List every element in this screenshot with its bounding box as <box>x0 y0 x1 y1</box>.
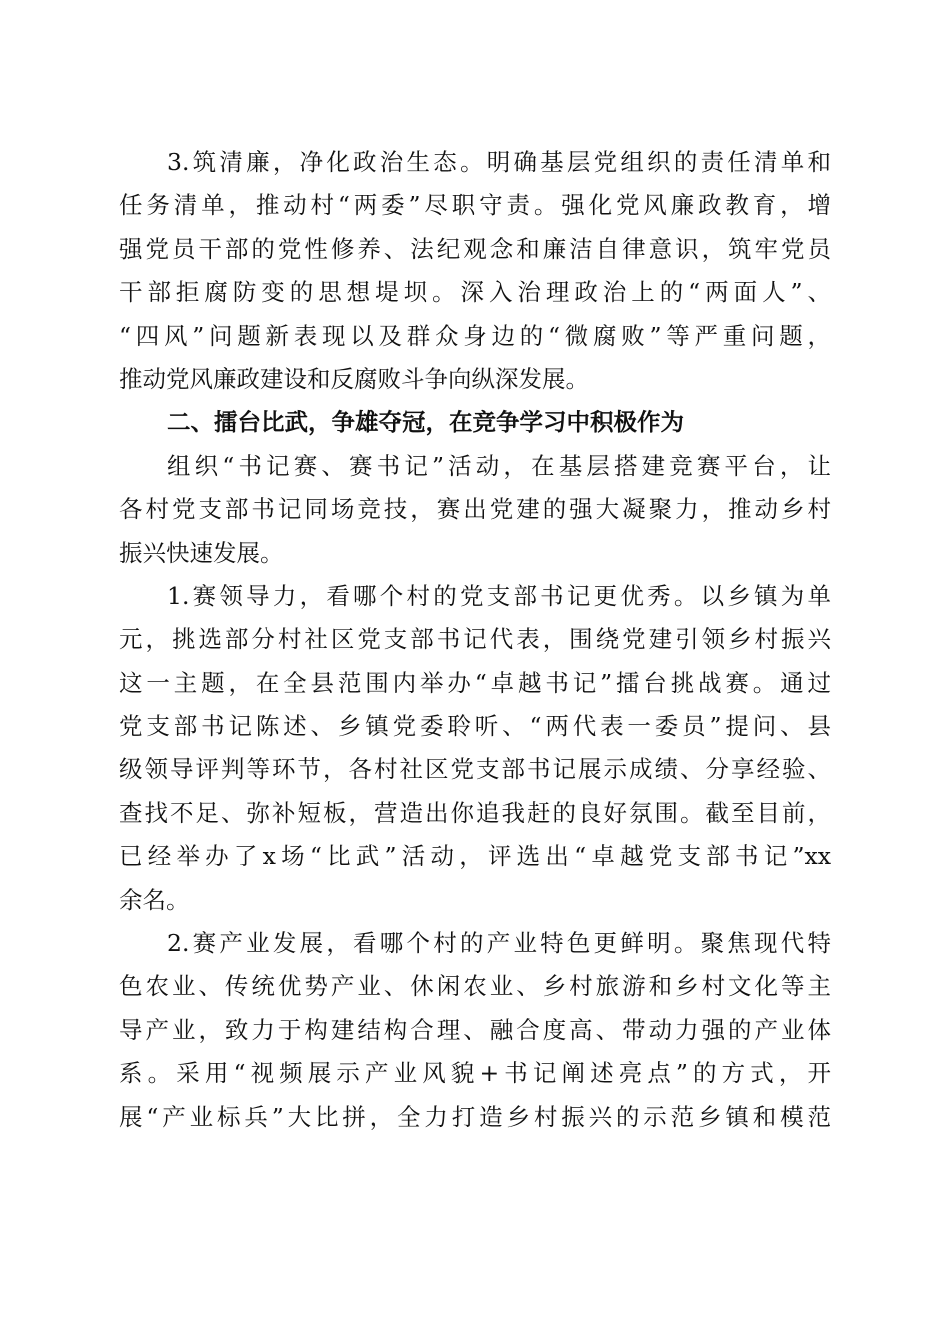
text-line: 已经举办了x场“比武”活动，评选出“卓越党支部书记”xx <box>119 842 831 871</box>
text-line: 组织“书记赛、赛书记”活动，在基层搭建竞赛平台，让 <box>167 451 831 480</box>
section-heading <box>119 401 831 444</box>
text-line: 各村党支部书记同场竞技，赛出党建的强大凝聚力，推动乡村 <box>119 495 831 524</box>
text-line: 导产业，致力于构建结构合理、融合度高、带动力强的产业体 <box>119 1015 831 1044</box>
paragraph <box>119 575 831 922</box>
text-line: 党支部书记陈述、乡镇党委聆听、“两代表一委员”提问、县 <box>119 712 831 741</box>
paragraph <box>119 445 831 575</box>
text-line: 系。采用“视频展示产业风貌+书记阐述亮点”的方式，开 <box>119 1059 831 1088</box>
document-page <box>119 141 831 1139</box>
text-line: 级领导评判等环节，各村社区党支部书记展示成绩、分享经验、 <box>119 755 831 784</box>
paragraph <box>119 922 831 1139</box>
text-line: 任务清单，推动村“两委”尽职守责。强化党风廉政教育，增 <box>119 191 831 220</box>
text-line: 查找不足、弥补短板，营造出你追我赶的良好氛围。截至目前， <box>119 798 831 827</box>
text-line: 3.筑清廉，净化政治生态。明确基层党组织的责任清单和 <box>167 148 831 176</box>
text-line: 这一主题，在全县范围内举办“卓越书记”擂台挑战赛。通过 <box>119 668 831 697</box>
text-line: 二、擂台比武，争雄夺冠，在竞争学习中积极作为 <box>167 408 684 437</box>
text-line: 余名。 <box>119 885 190 914</box>
text-line: 振兴快速发展。 <box>119 538 284 567</box>
text-line: 色农业、传统优势产业、休闲农业、乡村旅游和乡村文化等主 <box>119 972 831 1001</box>
text-line: 展“产业标兵”大比拼，全力打造乡村振兴的示范乡镇和模范 <box>119 1102 831 1131</box>
text-line: 推动党风廉政建设和反腐败斗争向纵深发展。 <box>119 364 589 393</box>
text-line: “四风”问题新表现以及群众身边的“微腐败”等严重问题， <box>119 321 831 350</box>
text-line: 1.赛领导力，看哪个村的党支部书记更优秀。以乡镇为单 <box>167 581 831 610</box>
text-line: 元，挑选部分村社区党支部书记代表，围绕党建引领乡村振兴 <box>119 625 831 654</box>
text-line: 干部拒腐防变的思想堤坝。深入治理政治上的“两面人”、 <box>119 278 831 307</box>
text-line: 2.赛产业发展，看哪个村的产业特色更鲜明。聚焦现代特 <box>167 929 831 958</box>
paragraph <box>119 141 831 401</box>
text-line: 强党员干部的党性修养、法纪观念和廉洁自律意识，筑牢党员 <box>119 234 831 263</box>
